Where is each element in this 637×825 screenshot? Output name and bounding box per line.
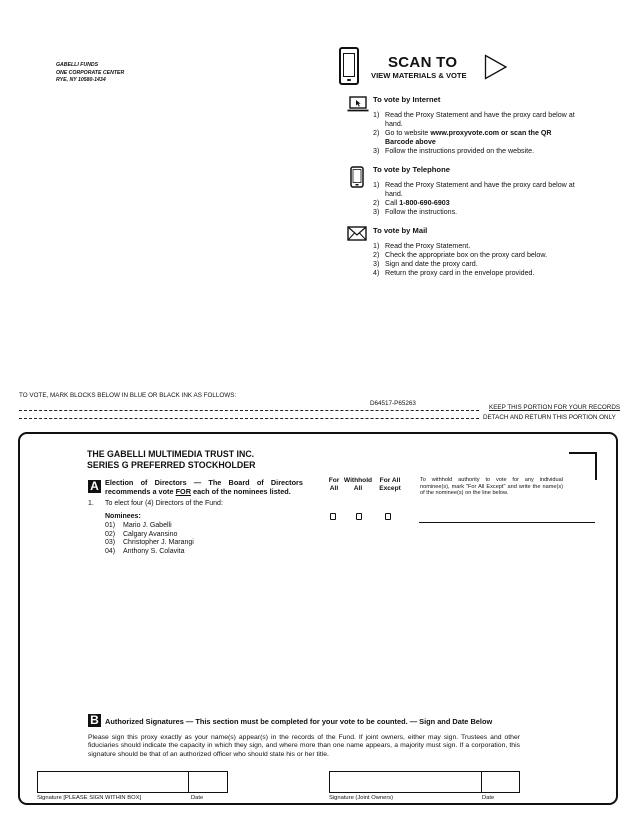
section-a-letter: A xyxy=(88,480,101,493)
section-b-letter: B xyxy=(88,714,101,727)
vote-mail-steps xyxy=(373,242,578,278)
envelope-icon xyxy=(347,226,367,241)
vote-mail-heading: To vote by Mail xyxy=(373,226,428,235)
column-for-all: For All xyxy=(328,477,340,492)
list-item: 1) Read the Proxy Statement and have the proxy card below at hand. xyxy=(373,111,575,128)
list-item: 04) Anthony S. Colavita xyxy=(105,547,185,555)
withhold-nominee-line[interactable] xyxy=(419,522,595,523)
date-box[interactable] xyxy=(188,771,228,793)
list-item: 3) Follow the instructions. xyxy=(373,208,458,216)
list-item: 1) Read the Proxy Statement and have the proxy card below at hand. xyxy=(373,181,575,198)
scan-subtitle: VIEW MATERIALS & VOTE xyxy=(371,71,467,80)
phone-icon xyxy=(350,166,364,188)
joint-signature-label: Signature (Joint Owners) xyxy=(329,795,394,801)
smartphone-icon xyxy=(339,47,359,85)
scan-title: SCAN TO xyxy=(388,54,458,71)
keep-portion-label: KEEP THIS PORTION FOR YOUR RECORDS xyxy=(489,404,621,411)
joint-signature-box[interactable] xyxy=(329,771,482,793)
nominees-list xyxy=(105,522,194,556)
registration-mark xyxy=(569,452,597,480)
for-all-checkbox[interactable] xyxy=(330,513,336,520)
play-triangle-icon xyxy=(484,54,508,80)
control-code: D64517-P65263 xyxy=(370,400,416,407)
signature-box[interactable] xyxy=(37,771,189,793)
list-item: 2) Check the appropriate box on the proxy card below. xyxy=(373,251,548,259)
detach-portion-label: DETACH AND RETURN THIS PORTION ONLY xyxy=(483,414,616,421)
list-item: 01) Mario J. Gabelli xyxy=(105,522,172,529)
for-all-except-checkbox[interactable] xyxy=(385,513,391,520)
column-withhold-all: Withhold All xyxy=(343,477,373,492)
joint-date-box[interactable] xyxy=(481,771,520,793)
date-label: Date xyxy=(191,795,204,801)
joint-date-label: Date xyxy=(482,795,495,801)
withhold-instructions: To withhold authority to vote for any individual nominee(s), mark "For All Except" and write the name(s) of the nominee(s) on the line below. xyxy=(420,477,563,497)
perforation-line xyxy=(19,410,479,411)
list-item: 2) Call 1-800-690-6903 xyxy=(373,199,450,207)
nominees-heading: Nominees: xyxy=(105,513,141,520)
vote-internet-heading: To vote by Internet xyxy=(373,95,441,104)
fund-title: THE GABELLI MULTIMEDIA TRUST INC. SERIES G PREFERRED STOCKHOLDER xyxy=(87,449,256,470)
laptop-icon xyxy=(347,96,369,112)
column-for-all-except: For All Except xyxy=(379,477,401,492)
list-item: 3) Sign and date the proxy card. xyxy=(373,260,478,268)
section-a-heading: Election of Directors — The Board of Directors recommends a vote FOR each of the nominees listed. xyxy=(105,478,303,496)
return-address-line: RYE, NY 10580-1434 xyxy=(56,77,106,83)
vote-internet-steps xyxy=(373,111,578,156)
proposal-1: 1. To elect four (4) Directors of the Fund: xyxy=(88,500,223,507)
withhold-all-checkbox[interactable] xyxy=(356,513,362,520)
list-item: 4) Return the proxy card in the envelope provided. xyxy=(373,269,535,277)
return-address-line: GABELLI FUNDS xyxy=(56,62,99,68)
list-item: 02) Calgary Avansino xyxy=(105,530,178,538)
list-item: 3) Follow the instructions provided on the website. xyxy=(373,147,535,155)
signature-label: Signature [PLEASE SIGN WITHIN BOX] xyxy=(37,795,142,801)
signature-instructions: Please sign this proxy exactly as your name(s) appear(s) in the records of the Fund. If joint owners, either may sign. Trustees and other fiduciaries should indicate the capacity in which they sign, and where more than one name appears, a majority must sign. If a corporation, this signature should be that of an authorized officer who should state his or her title. xyxy=(88,734,520,758)
vote-telephone-heading: To vote by Telephone xyxy=(373,165,450,174)
vote-website-link[interactable]: www.proxyvote.com or scan the QR Barcode above xyxy=(385,129,552,146)
vote-phone-number: 1-800-690-6903 xyxy=(399,199,450,207)
vote-telephone-steps xyxy=(373,181,578,217)
perforation-line xyxy=(19,418,479,419)
return-address xyxy=(56,62,124,85)
return-address-line: ONE CORPORATE CENTER xyxy=(56,69,125,76)
list-item: 2) Go to website www.proxyvote.com or scan the QR Barcode above xyxy=(373,129,552,146)
list-item: 03) Christopher J. Marangi xyxy=(105,539,194,547)
mark-instructions: TO VOTE, MARK BLOCKS BELOW IN BLUE OR BLACK INK AS FOLLOWS: xyxy=(19,392,237,399)
list-item: 1) Read the Proxy Statement. xyxy=(373,242,471,250)
section-b-heading: Authorized Signatures — This section must be completed for your vote to be counted. — Sign and Date Below xyxy=(105,717,493,726)
